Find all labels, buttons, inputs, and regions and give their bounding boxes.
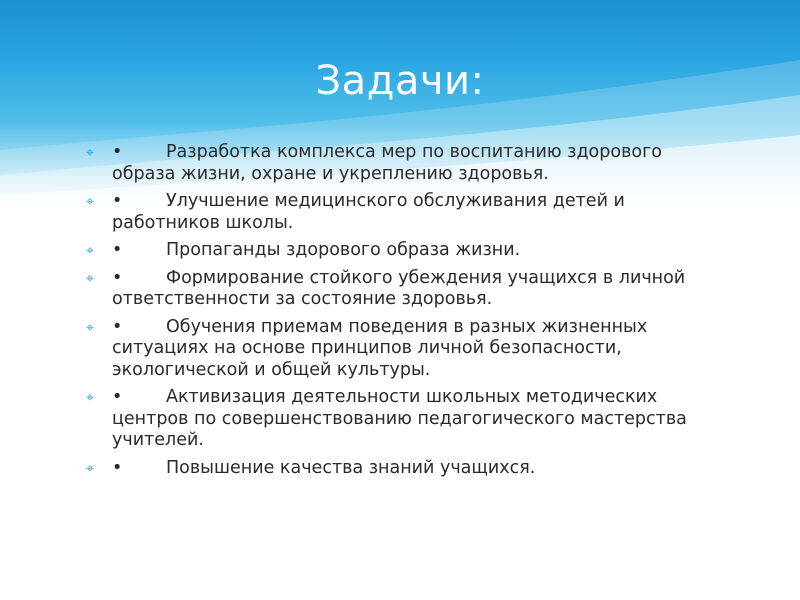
list-item-text: Активизация деятельности школьных методических центров по совершенствованию педагогического мастерства учителей. bbox=[112, 387, 687, 450]
bullet-dot: • bbox=[112, 240, 123, 260]
bullet-dot: • bbox=[112, 267, 123, 288]
list-item-text: Пропаганды здорового образа жизни. bbox=[166, 240, 521, 260]
list-item bbox=[86, 317, 726, 382]
list-item-text: Улучшение медицинского обслуживания детей и работников школы. bbox=[112, 191, 625, 233]
list-item bbox=[86, 142, 726, 185]
task-list bbox=[86, 142, 726, 485]
bullet-marker-icon: ⌖ bbox=[86, 390, 94, 406]
list-item bbox=[86, 458, 726, 480]
list-item-text: Обучения приемам поведения в разных жизненных ситуациях на основе принципов личной безопасности, экологической и общей культуры. bbox=[112, 316, 648, 380]
bullet-dot: • bbox=[112, 142, 123, 162]
bullet-dot: • bbox=[112, 387, 123, 407]
list-item-text: Повышение качества знаний учащихся. bbox=[166, 457, 536, 478]
list-item-text: Формирование стойкого убеждения учащихся в личной ответственности за состояние здоровья. bbox=[112, 267, 686, 309]
bullet-marker-icon: ⌖ bbox=[86, 243, 94, 259]
bullet-dot: • bbox=[112, 191, 123, 211]
bullet-dot: • bbox=[112, 316, 123, 337]
list-item bbox=[86, 191, 726, 234]
slide-title: Задачи: bbox=[315, 58, 485, 104]
list-item bbox=[86, 387, 726, 452]
list-item bbox=[86, 240, 726, 262]
list-item-text: Разработка комплекса мер по воспитанию здорового образа жизни, охране и укреплению здоровья. bbox=[112, 142, 662, 184]
list-item bbox=[86, 268, 726, 311]
bullet-marker-icon: ⌖ bbox=[86, 194, 94, 210]
bullet-marker-icon: ⌖ bbox=[86, 319, 94, 336]
bullet-marker-icon: ⌖ bbox=[86, 270, 94, 287]
bullet-dot: • bbox=[112, 457, 123, 478]
bullet-marker-icon: ⌖ bbox=[86, 145, 94, 161]
bullet-marker-icon: ⌖ bbox=[86, 460, 94, 477]
